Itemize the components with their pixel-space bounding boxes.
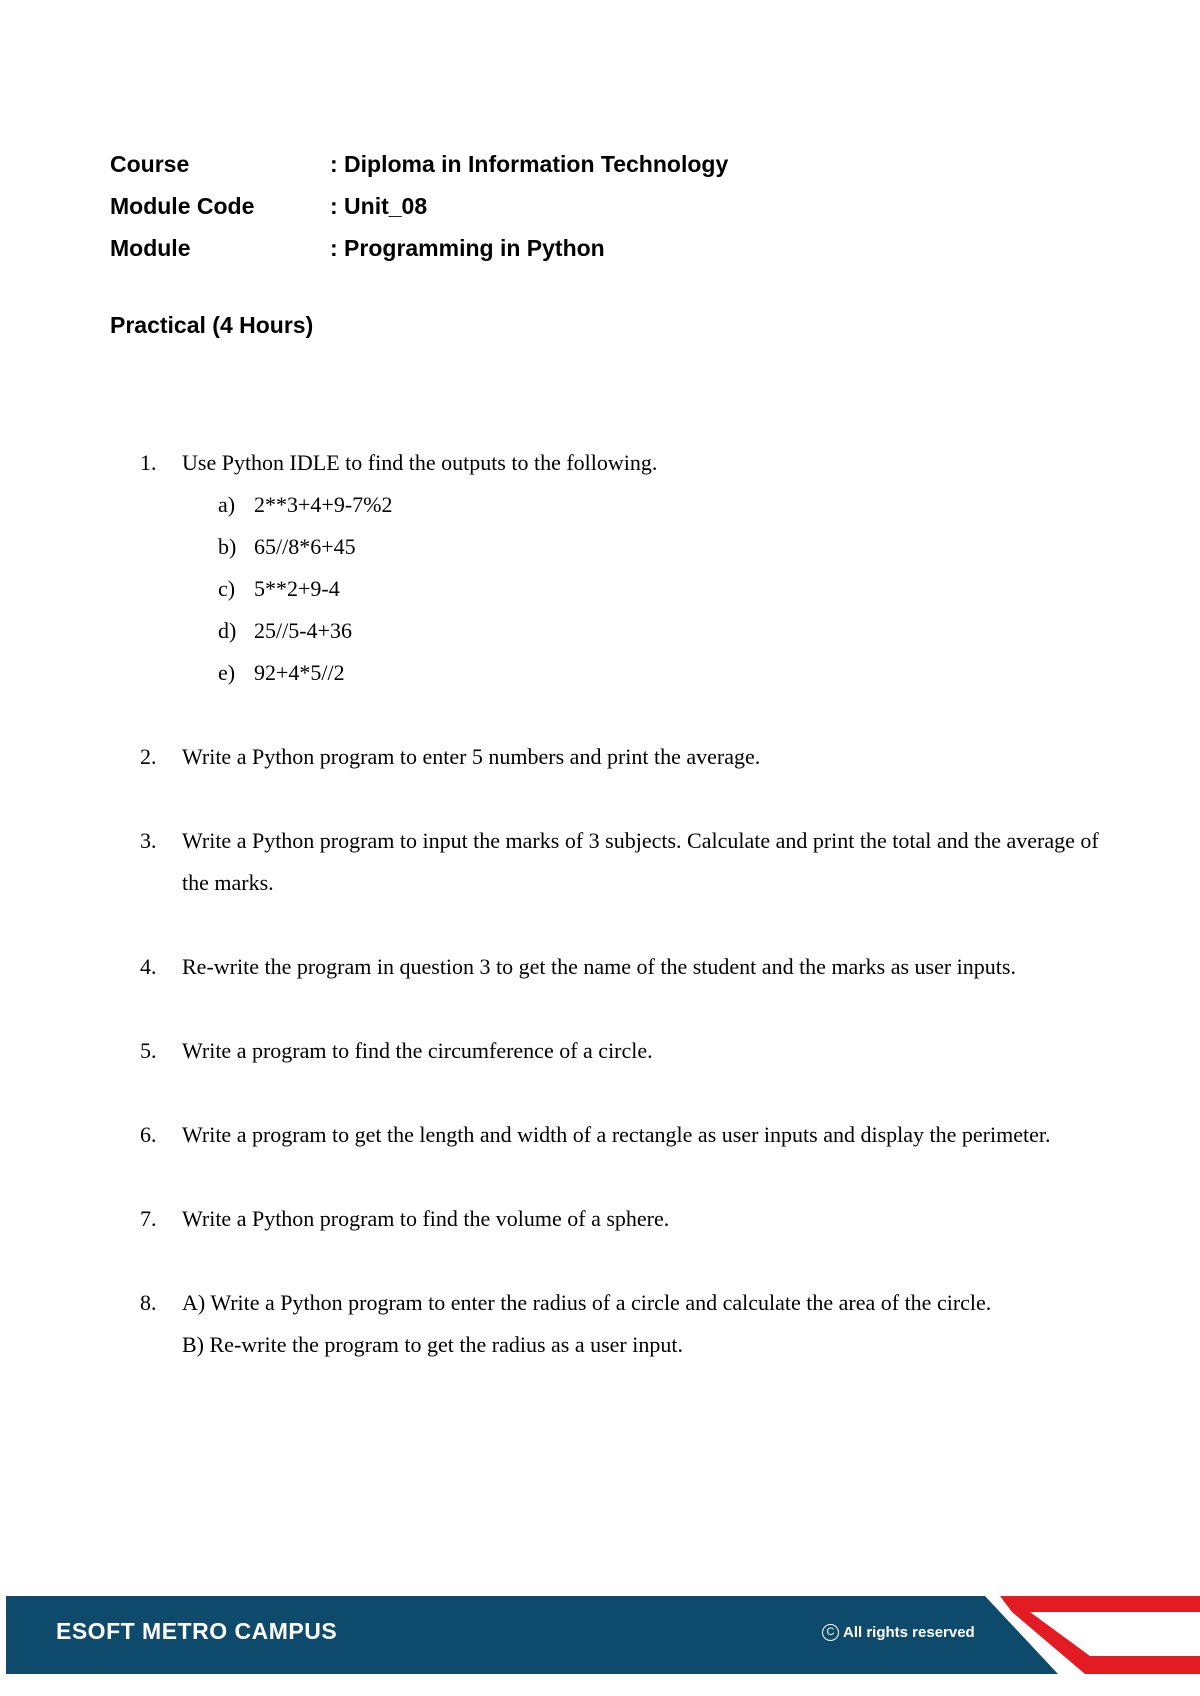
question-number: 7. xyxy=(140,1206,157,1231)
question-item xyxy=(140,1282,1100,1366)
sub-item xyxy=(140,610,1100,652)
question-number: 1. xyxy=(140,450,157,475)
sub-label: e) xyxy=(218,660,236,685)
sub-item xyxy=(140,652,1100,694)
copyright-notice xyxy=(822,1624,975,1641)
sub-text: 25//5-4+36 xyxy=(254,618,352,643)
question-number: 2. xyxy=(140,744,157,769)
question-number: 8. xyxy=(140,1290,157,1315)
copyright-icon: C xyxy=(822,1624,839,1641)
question-list xyxy=(140,442,1100,1366)
question-text: Write a program to find the circumference of a circle. xyxy=(182,1038,653,1063)
module-label: Module xyxy=(110,234,191,261)
sub-label: d) xyxy=(218,618,237,643)
module-code-row xyxy=(110,185,728,227)
sub-item xyxy=(140,526,1100,568)
question-text: Write a Python program to enter 5 numbers and print the average. xyxy=(182,744,761,769)
module-code-label: Module Code xyxy=(110,192,255,219)
sub-text: 2**3+4+9-7%2 xyxy=(254,492,393,517)
question-part: B) Re-write the program to get the radius as a user input. xyxy=(182,1332,683,1357)
question-item xyxy=(140,442,1100,484)
course-info xyxy=(110,143,728,269)
sub-text: 65//8*6+45 xyxy=(254,534,356,559)
question-item xyxy=(140,946,1100,988)
question-item xyxy=(140,1114,1100,1156)
question-item xyxy=(140,1198,1100,1240)
module-code-value: : Unit_08 xyxy=(330,192,428,219)
rights-text: All rights reserved xyxy=(843,1624,975,1641)
course-value: : Diploma in Information Technology xyxy=(330,150,729,177)
question-item xyxy=(140,1030,1100,1072)
footer-banner xyxy=(0,1596,1200,1674)
question-number: 6. xyxy=(140,1122,157,1147)
question-text: Re-write the program in question 3 to get the name of the student and the marks as user inputs. xyxy=(182,954,1016,979)
sub-label: c) xyxy=(218,576,236,601)
question-number: 5. xyxy=(140,1038,157,1063)
sub-item xyxy=(140,568,1100,610)
practical-heading: Practical (4 Hours) xyxy=(110,312,314,338)
question-text: Write a Python program to find the volume of a sphere. xyxy=(182,1206,670,1231)
question-text: Write a Python program to input the marks of 3 subjects. Calculate and print the total and the average of the marks. xyxy=(182,828,1099,895)
course-label: Course xyxy=(110,150,190,177)
module-row xyxy=(110,227,728,269)
question-item xyxy=(140,736,1100,778)
sub-text: 5**2+9-4 xyxy=(254,576,340,601)
sub-label: b) xyxy=(218,534,237,559)
question-number: 3. xyxy=(140,828,157,853)
question-number: 4. xyxy=(140,954,157,979)
sub-item xyxy=(140,484,1100,526)
brand-name: ESOFT METRO CAMPUS xyxy=(56,1618,338,1644)
sub-label: a) xyxy=(218,492,236,517)
question-parts xyxy=(182,1282,1100,1366)
course-row xyxy=(110,143,728,185)
question-item xyxy=(140,820,1100,904)
module-value: : Programming in Python xyxy=(330,234,605,261)
sub-text: 92+4*5//2 xyxy=(254,660,345,685)
question-text: Use Python IDLE to find the outputs to the following. xyxy=(182,450,658,475)
question-text: Write a program to get the length and width of a rectangle as user inputs and display the perimeter. xyxy=(182,1122,1051,1147)
question-part: A) Write a Python program to enter the radius of a circle and calculate the area of the circle. xyxy=(182,1290,992,1315)
